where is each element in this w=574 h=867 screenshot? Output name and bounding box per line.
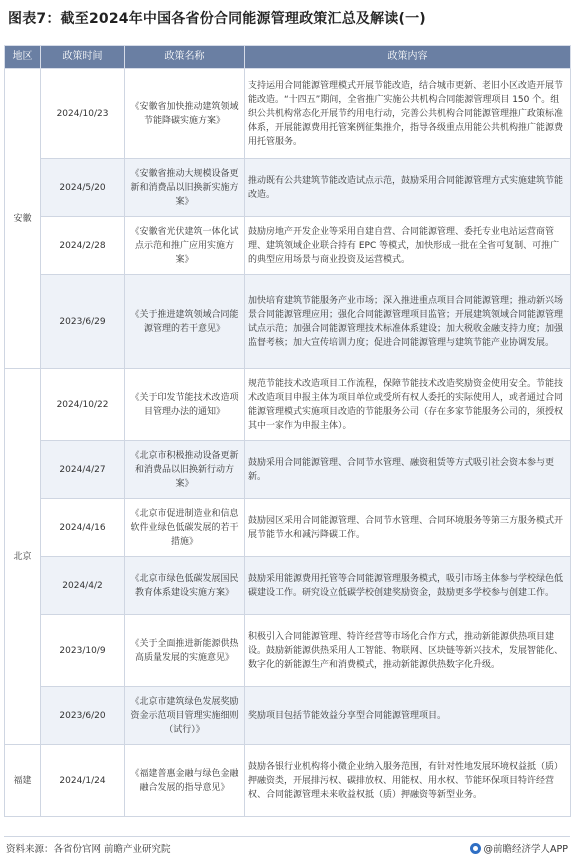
region-cell-fujian: 福建 — [5, 745, 41, 817]
brand-label: @前瞻经济学人APP — [483, 844, 568, 855]
policy-date: 2024/10/23 — [41, 69, 125, 159]
page-title: 图表7：截至2024年中国各省份合同能源管理政策汇总及解读(一) — [8, 11, 426, 27]
region-cell-beijing: 北京 — [5, 369, 41, 745]
policy-content: 支持运用合同能源管理模式开展节能改造，结合城市更新、老旧小区改造开展节能改造。“十四五”期间，全省推广实施公共机构合同能源管理项目 150 个。组织公共机构常态化开展节约用电行动，完善公共机构合同能源管理推广政策标准体系，开展能源费用托管案例征集推介，指导各级重点用能公共机构推广能源费用托管服务。 — [245, 69, 571, 159]
header-name: 政策名称 — [125, 46, 245, 69]
policy-name: 《福建普惠金融与绿色金融融合发展的指导意见》 — [125, 745, 245, 817]
policy-date: 2024/4/2 — [41, 557, 125, 615]
policy-date: 2023/10/9 — [41, 615, 125, 687]
region-cell-anhui: 安徽 — [5, 69, 41, 369]
policy-name: 《北京市建筑绿色发展奖励资金示范项目管理实施细则（试行）》 — [125, 687, 245, 745]
policy-date: 2023/6/20 — [41, 687, 125, 745]
header-content: 政策内容 — [245, 46, 571, 69]
policy-content: 加快培育建筑节能服务产业市场；深入推进重点项目合同能源管理；推动新兴场景合同能源管理应用；强化合同能源管理项目监管；开展建筑领域合同能源管理试点示范；加强合同能源管理技术标准体系建设；加大税收金融支持力度；加强监督考核；加大宣传培训力度；促进合同能源管理与建筑节能产业协调发展。 — [245, 275, 571, 369]
table-row — [5, 441, 571, 499]
policy-date: 2024/10/22 — [41, 369, 125, 441]
policy-content: 鼓励采用合同能源管理、合同节水管理、融资租赁等方式吸引社会资本参与更新。 — [245, 441, 571, 499]
policy-date: 2024/5/20 — [41, 159, 125, 217]
policy-content: 鼓励房地产开发企业等采用自建自营、合同能源管理、委托专业电站运营商管理、建筑领域企业联合持有 EPC 等模式，加快形成一批在全省可复制、可推广的典型应用场景与商业投资及运营模式。 — [245, 217, 571, 275]
header-region: 地区 — [5, 46, 41, 69]
table-row — [5, 615, 571, 687]
table-row — [5, 557, 571, 615]
policy-content: 鼓励园区采用合同能源管理、合同节水管理、合同环境服务等第三方服务模式开展节能节水和减污降碳工作。 — [245, 499, 571, 557]
policy-name: 《安徽省光伏建筑一体化试点示范和推广应用实施方案》 — [125, 217, 245, 275]
policy-date: 2024/4/16 — [41, 499, 125, 557]
policy-date: 2023/6/29 — [41, 275, 125, 369]
policy-content: 推动既有公共建筑节能改造试点示范，鼓励采用合同能源管理方式实施建筑节能改造。 — [245, 159, 571, 217]
policy-table — [4, 45, 571, 817]
policy-date: 2024/4/27 — [41, 441, 125, 499]
table-header-row — [5, 46, 571, 69]
table-row — [5, 275, 571, 369]
policy-name: 《安徽省加快推动建筑领域节能降碳实施方案》 — [125, 69, 245, 159]
policy-content: 规范节能技术改造项目工作流程，保障节能技术改造奖励资金使用安全。节能技术改造项目申报主体为项目单位或受所有权人委托的实际使用人，或者通过合同能源管理模式实施项目改造的节能服务公司（存在多家节能服务公司的，须授权其中一家作为申报主体）。 — [245, 369, 571, 441]
policy-date: 2024/1/24 — [41, 745, 125, 817]
brand-logo-icon — [470, 843, 481, 854]
table-row — [5, 745, 571, 817]
policy-name: 《关于推进建筑领域合同能源管理的若干意见》 — [125, 275, 245, 369]
policy-content: 鼓励采用能源费用托管等合同能源管理服务模式，吸引市场主体参与学校绿色低碳建设工作。研究设立低碳学校创建奖励资金，鼓励更多学校参与创建工作。 — [245, 557, 571, 615]
policy-content: 积极引入合同能源管理、特许经营等市场化合作方式，推动新能源供热项目建设。鼓励新能源供热采用人工智能、物联网、区块链等新兴技术，发展智能化、数字化的新能源生产和消费模式，推动新能源供热数字化升级。 — [245, 615, 571, 687]
brand — [470, 841, 568, 855]
table-row — [5, 159, 571, 217]
policy-name: 《安徽省推动大规模设备更新和消费品以旧换新实施方案》 — [125, 159, 245, 217]
table-row — [5, 69, 571, 159]
table-row — [5, 369, 571, 441]
policy-content: 鼓励各银行业机构将小微企业纳入服务范围，有针对性地发展环境权益抵（质）押融资类，开展排污权、碳排放权、用能权、用水权、节能环保项目特许经营权、合同能源管理未来收益权抵（质）押融资等新型业务。 — [245, 745, 571, 817]
header-date: 政策时间 — [41, 46, 125, 69]
policy-date: 2024/2/28 — [41, 217, 125, 275]
policy-name: 《北京市绿色低碳发展国民教育体系建设实施方案》 — [125, 557, 245, 615]
policy-name: 《关于全面推进新能源供热高质量发展的实施意见》 — [125, 615, 245, 687]
source-note: 资料来源：各省份官网 前瞻产业研究院 — [6, 844, 171, 855]
table-row — [5, 499, 571, 557]
policy-content: 奖励项目包括节能效益分享型合同能源管理项目。 — [245, 687, 571, 745]
policy-name: 《关于印发节能技术改造项目管理办法的通知》 — [125, 369, 245, 441]
policy-name: 《北京市促进制造业和信息软件业绿色低碳发展的若干措施》 — [125, 499, 245, 557]
table-row — [5, 217, 571, 275]
policy-name: 《北京市积极推动设备更新和消费品以旧换新行动方案》 — [125, 441, 245, 499]
footer-divider — [4, 836, 570, 837]
table-row — [5, 687, 571, 745]
